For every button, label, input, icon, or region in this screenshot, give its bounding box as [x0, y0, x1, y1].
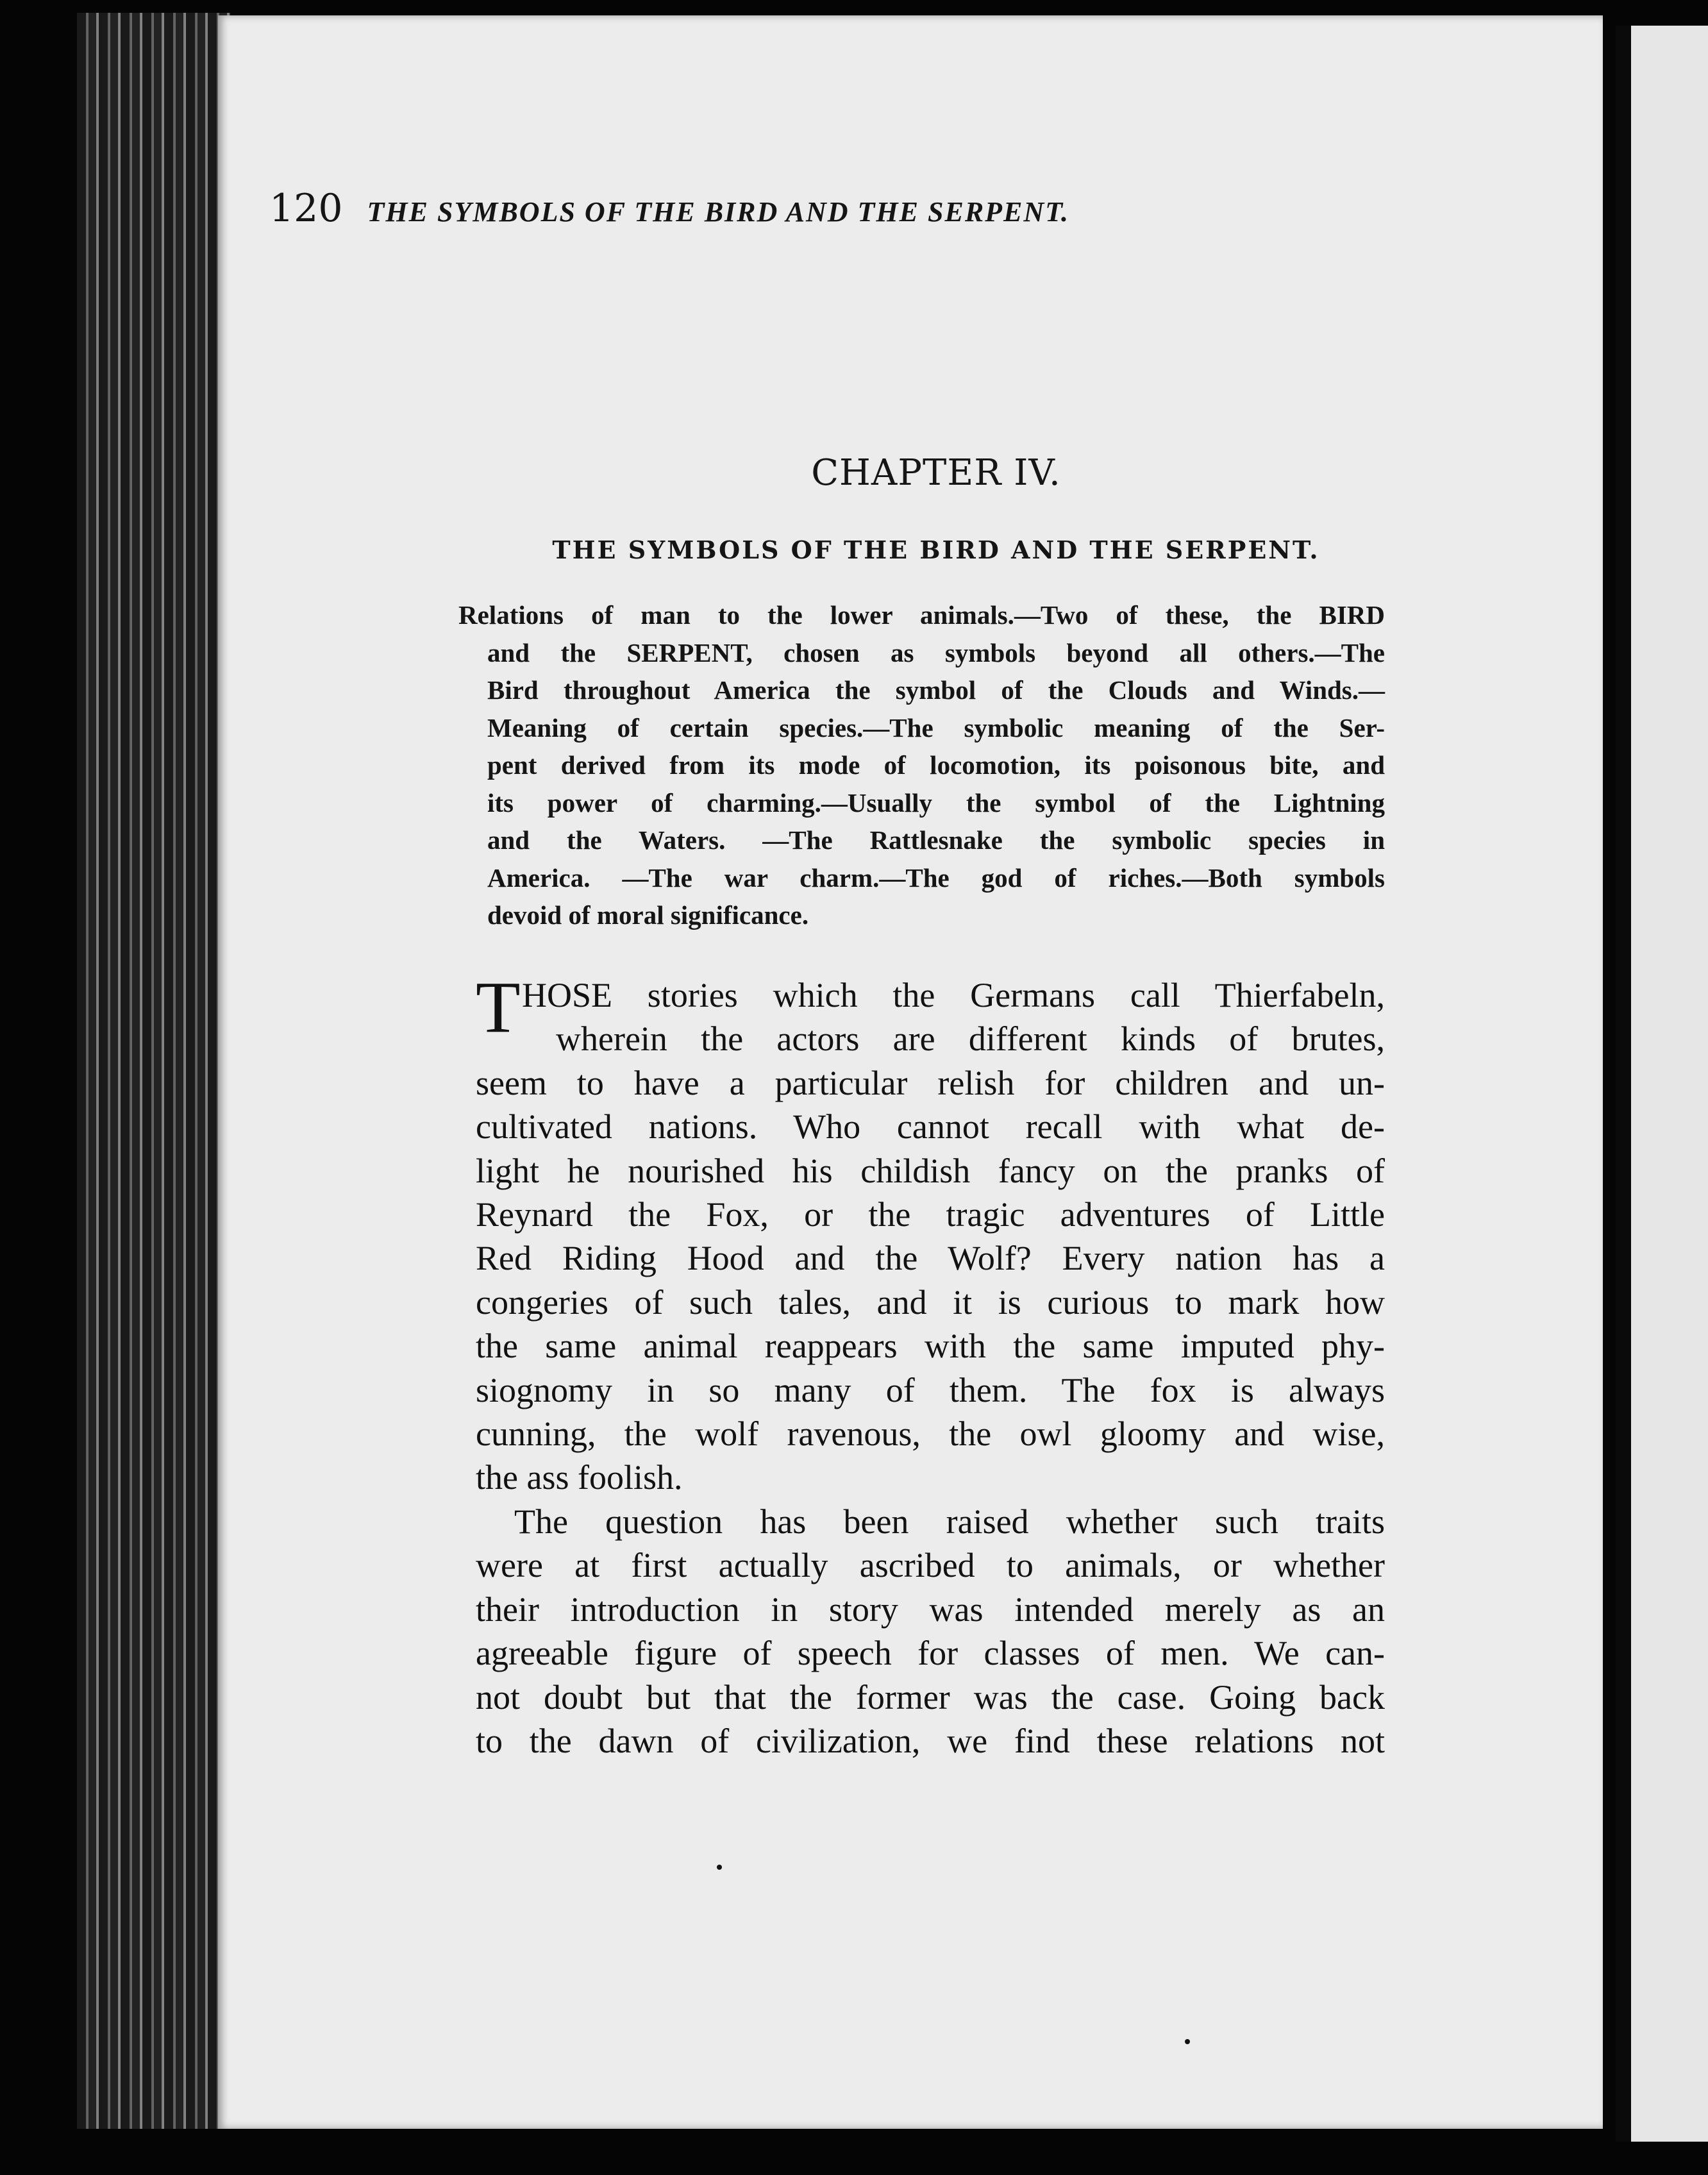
summary-line: devoid of moral significance. — [487, 900, 809, 930]
summary-line: Relations of man to the lower animals.—Two of these, the BIRD — [458, 600, 1385, 630]
summary-line: its power of charming.—Usually the symbol of the Lightning — [487, 787, 1385, 818]
chapter-title: CHAPTER IV. — [811, 452, 1061, 494]
body-line: wherein the actors are different kinds of brutes, — [556, 1020, 1385, 1059]
body-line: their introduction in story was intended merely as an — [476, 1590, 1385, 1629]
body-line: to the dawn of civilization, we find these relations not — [476, 1721, 1385, 1760]
body-line: siognomy in so many of them. The fox is always — [476, 1370, 1385, 1409]
body-text — [476, 966, 1385, 1763]
body-line: the ass foolish. — [476, 1458, 683, 1497]
drop-cap: T — [476, 966, 521, 1048]
body-line: the same animal reappears with the same imputed phy- — [476, 1327, 1385, 1366]
body-line: Reynard the Fox, or the tragic adventures of Little — [476, 1195, 1385, 1234]
body-line: light he nourished his childish fancy on the pranks of — [476, 1151, 1385, 1190]
summary-line: Meaning of certain species.—The symbolic meaning of the Ser- — [487, 712, 1385, 743]
facing-page-edge — [1616, 26, 1708, 2142]
body-line: were at first actually ascribed to animals, or whether — [476, 1546, 1385, 1585]
summary-line: and the Waters. —The Rattlesnake the symbolic species in — [487, 825, 1385, 855]
body-line: seem to have a particular relish for children and un- — [476, 1063, 1385, 1102]
summary-line: and the SERPENT, chosen as symbols beyond all others.—The — [487, 637, 1385, 668]
summary-line: Bird throughout America the symbol of the Clouds and Winds.— — [487, 675, 1385, 705]
summary-line: pent derived from its mode of locomotion, its poisonous bite, and — [487, 750, 1385, 780]
running-title: THE SYMBOLS OF THE BIRD AND THE SERPENT. — [367, 196, 1070, 228]
ink-speck — [1185, 2039, 1190, 2044]
body-line: HOSE stories which the Germans call Thierfabeln, — [522, 976, 1385, 1014]
body-line: not doubt but that the former was the case. Going back — [476, 1677, 1385, 1717]
page-number: 120 — [269, 186, 343, 231]
book-page-edges — [77, 13, 231, 2129]
chapter-subtitle: THE SYMBOLS OF THE BIRD AND THE SERPENT. — [552, 535, 1320, 564]
body-line: congeries of such tales, and it is curious to mark how — [476, 1282, 1385, 1322]
summary-line: America. —The war charm.—The god of riches.—Both symbols — [487, 862, 1385, 893]
body-line: The question has been raised whether such traits — [514, 1502, 1385, 1541]
body-line: cunning, the wolf ravenous, the owl gloomy and wise, — [476, 1415, 1385, 1454]
chapter-summary — [458, 596, 1385, 934]
running-head — [269, 186, 1372, 237]
body-line: agreeable figure of speech for classes of men. We can- — [476, 1634, 1385, 1673]
ink-speck — [717, 1865, 722, 1870]
body-line: cultivated nations. Who cannot recall with what de- — [476, 1107, 1385, 1146]
body-line: Red Riding Hood and the Wolf? Every nation has a — [476, 1239, 1385, 1278]
